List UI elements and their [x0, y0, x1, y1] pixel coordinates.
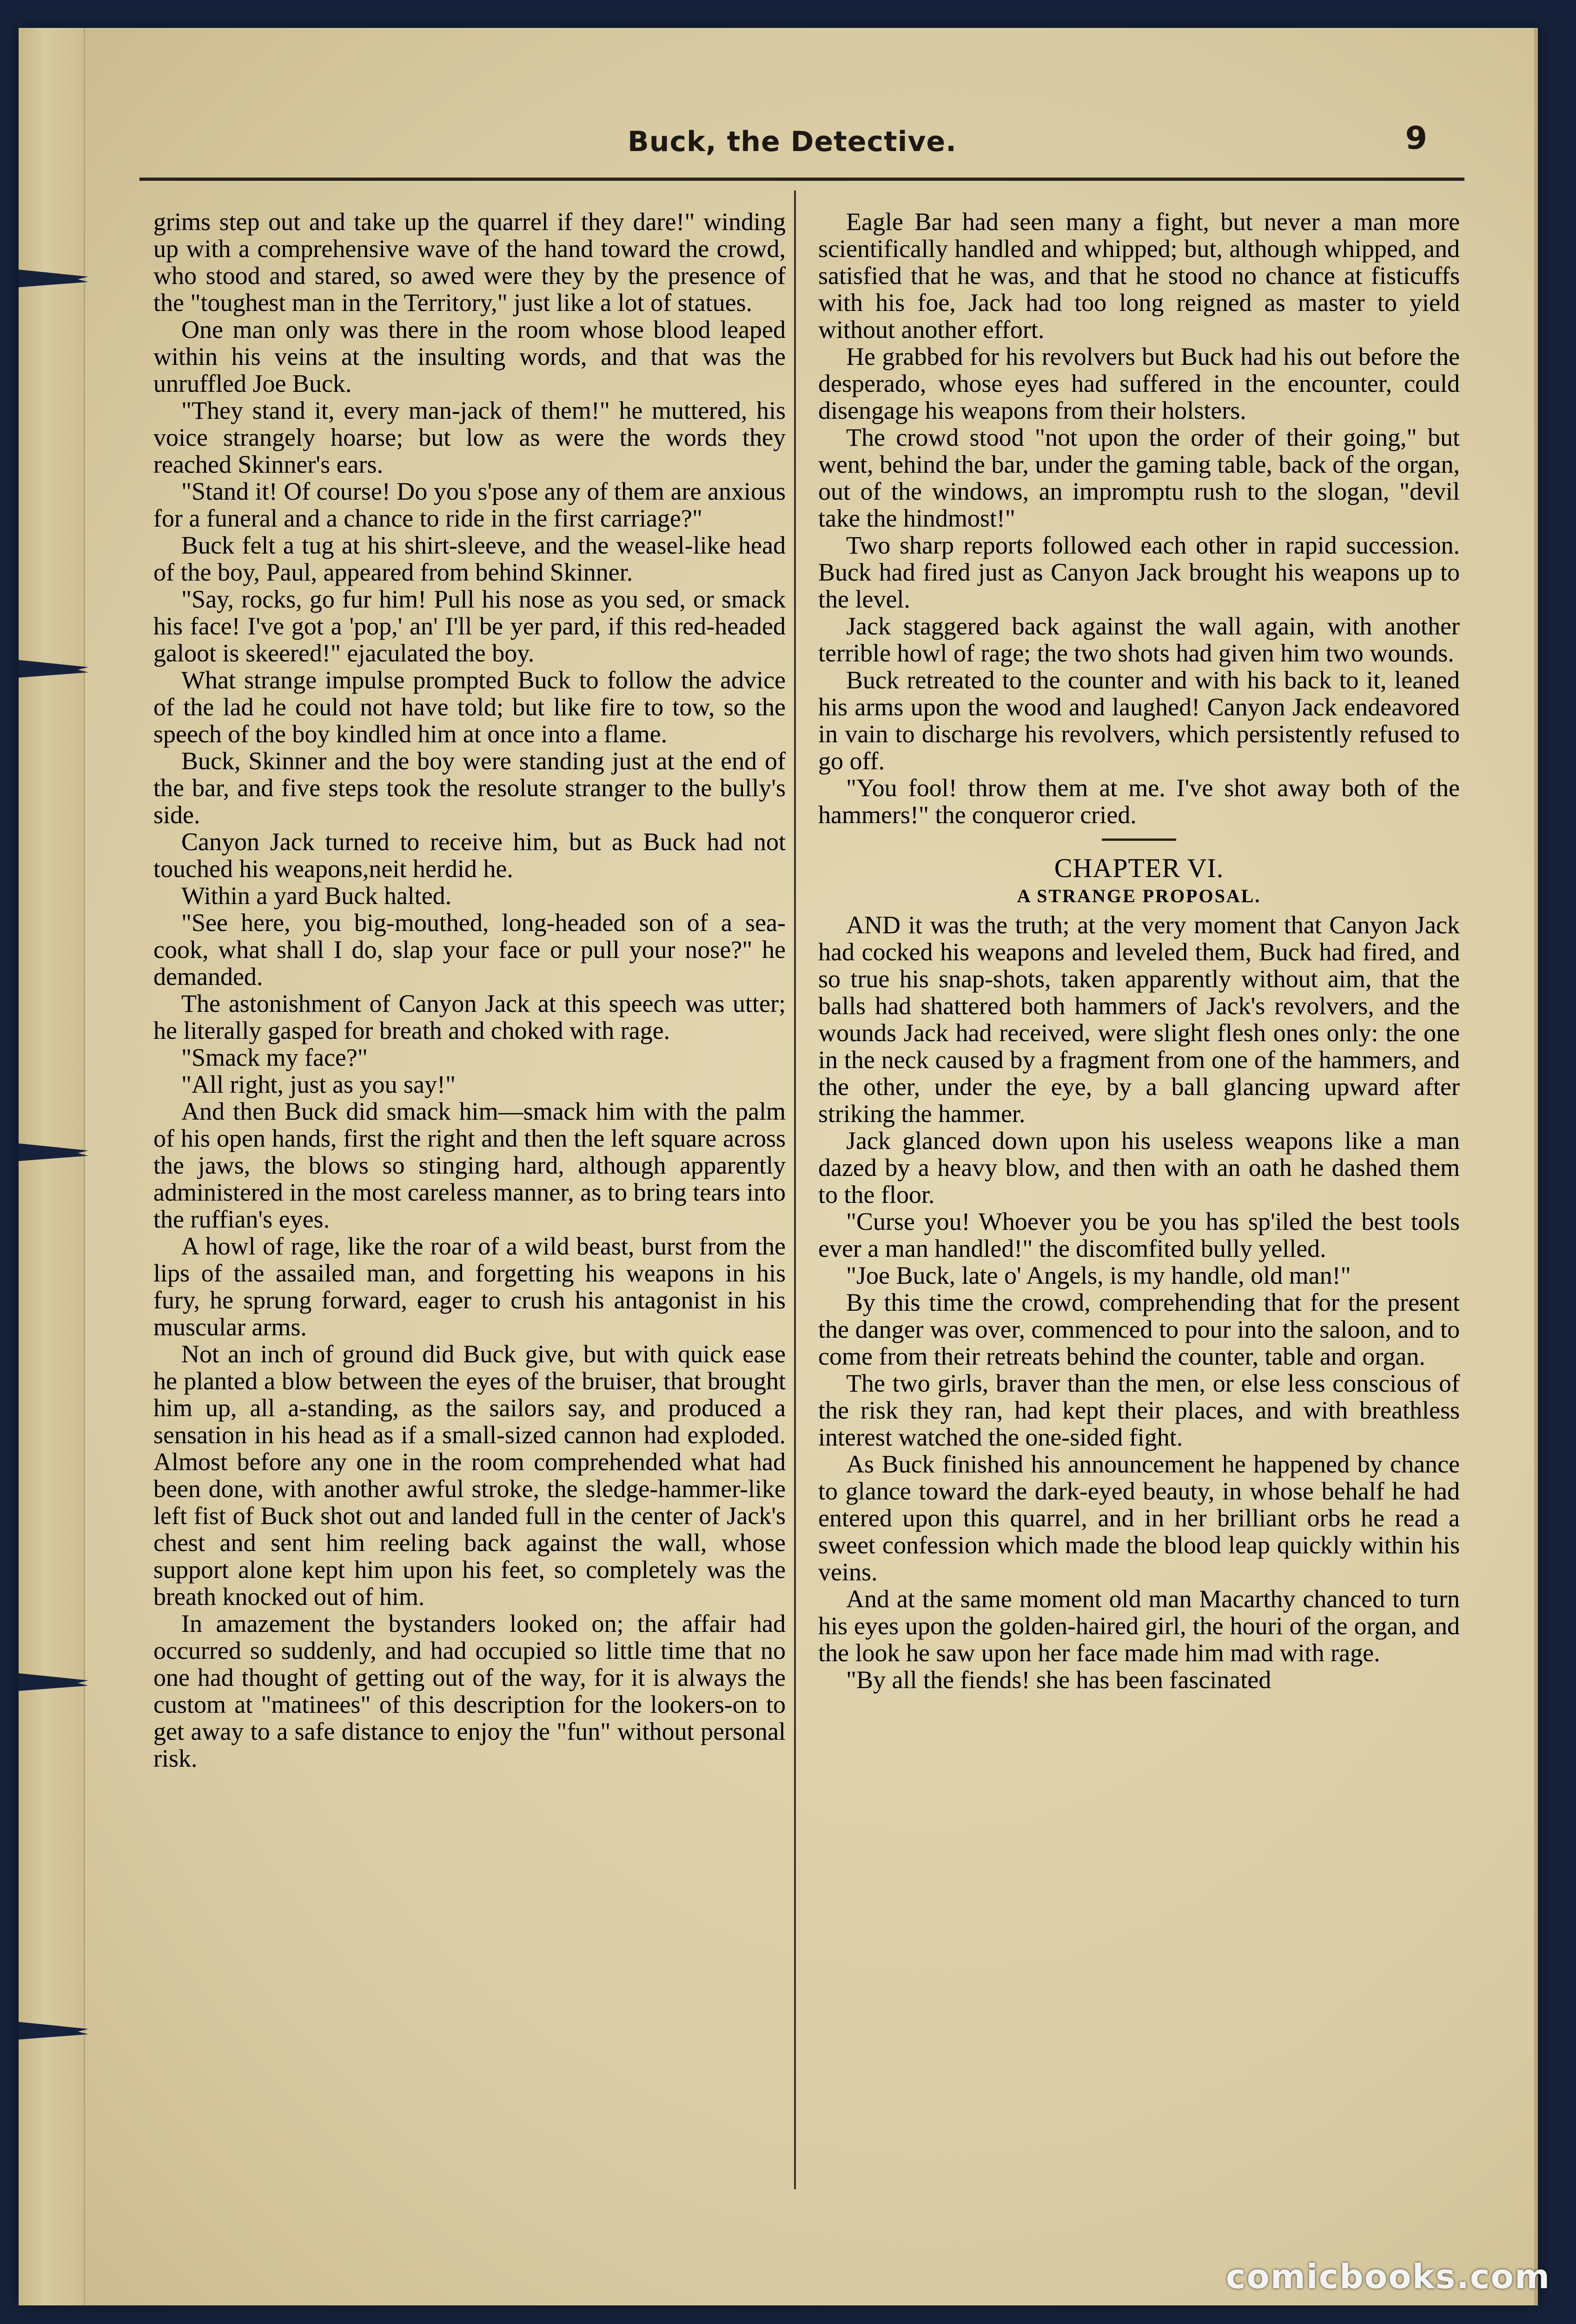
- paragraph: "They stand it, every man-jack of them!" he muttered, his voice strangely hoarse; but low as were the words they reached Skinner's ears.: [153, 396, 786, 478]
- paragraph: "Curse you! Whoever you be you has sp'iled the best tools ever a man handled!" the discomfited bully yelled.: [818, 1208, 1460, 1262]
- paragraph: One man only was there in the room whose blood leaped within his veins at the insulting words, and that was the unruffled Joe Buck.: [153, 316, 786, 397]
- paragraph: Eagle Bar had seen many a fight, but never a man more scientifically handled and whipped; but, although whipped, and satisfied that he was, and that he stood no chance at fisticuffs with his foe, Jack had too long reigned as master to yield without another effort.: [818, 208, 1460, 343]
- chapter-title: CHAPTER VI.: [1054, 853, 1224, 883]
- paragraph: In amazement the bystanders looked on; the affair had occurred so suddenly, and had occupied so little time that no one had thought of getting out of the way, for it is always the custom at "matinees" of this description for the lookers-on to get away to a safe distance to enjoy the "fun" without personal risk.: [153, 1610, 786, 1772]
- paragraph: By this time the crowd, comprehending that for the present the danger was over, commenced to pour into the saloon, and to come from their retreats behind the counter, table and organ.: [818, 1288, 1460, 1370]
- paragraph: A howl of rage, like the roar of a wild beast, burst from the lips of the assailed man, and forgetting his weapons in his fury, he sprung forward, eager to crush his antagonist in his muscular arms.: [153, 1232, 786, 1341]
- binding-tear: [19, 1673, 88, 1691]
- paragraph: "Say, rocks, go fur him! Pull his nose as you sed, or smack his face! I've got a 'pop,' an' I'll be yer pard, if this red-headed galoot is skeered!" ejaculated the boy.: [153, 585, 786, 667]
- binding-tear: [19, 1143, 88, 1161]
- paragraph: Within a yard Buck halted.: [181, 882, 452, 910]
- paragraph: "Joe Buck, late o' Angels, is my handle, old man!": [846, 1261, 1351, 1289]
- paragraph: And at the same moment old man Macarthy chanced to turn his eyes upon the golden-haired girl, the houri of the organ, and the look he saw upon her face made him mad with rage.: [818, 1585, 1460, 1667]
- page-binding-edge: [19, 28, 85, 2305]
- paragraph: And then Buck did smack him—smack him with the palm of his open hands, first the right and then the left square across the jaws, the blows so stinging hard, although apparently administered in the most careless manner, as to bring tears into the ruffian's eyes.: [153, 1097, 786, 1233]
- paragraph: Buck retreated to the counter and with his back to it, leaned his arms upon the wood and laughed! Canyon Jack endeavored in vain to discharge his revolvers, which persistently refused to go off.: [818, 666, 1460, 775]
- chapter-subtitle: A STRANGE PROPOSAL.: [1017, 885, 1261, 906]
- paragraph: "See here, you big-mouthed, long-headed son of a sea-cook, what shall I do, slap your face or pull your nose?" he demanded.: [153, 909, 786, 990]
- paragraph: The two girls, braver than the men, or else less conscious of the risk they ran, had kept their places, and with breathless interest watched the one-sided fight.: [818, 1369, 1460, 1451]
- section-rule: [1102, 838, 1176, 841]
- column-divider: [794, 191, 796, 2189]
- binding-tear: [19, 2022, 88, 2040]
- binding-tear: [19, 660, 88, 678]
- binding-tear: [19, 270, 88, 287]
- left-column: [153, 208, 786, 1772]
- paragraph: AND it was the truth; at the very moment that Canyon Jack had cocked his weapons and leveled them, Buck had fired, and so true his snap-shots, taken apparently without aim, that the balls had shattered both hammers of Jack's revolvers, and the wounds Jack had received, were slight flesh ones only: the one in the neck caused by a fragment from one of the hammers, and the other, under the eye, by a ball glancing upward after striking the hammer.: [818, 911, 1460, 1128]
- paragraph: "You fool! throw them at me. I've shot away both of the hammers!" the conqueror cried.: [818, 774, 1460, 829]
- page-header: [139, 107, 1474, 163]
- paragraph: grims step out and take up the quarrel if they dare!" winding up with a comprehensive wave of the hand toward the crowd, who stood and stared, so awed were they by the presence of the "toughest man in the Territory," just like a lot of statues.: [153, 208, 786, 317]
- paragraph: "All right, just as you say!": [181, 1070, 456, 1098]
- paragraph: "Smack my face?": [181, 1043, 368, 1071]
- running-title: Buck, the Detective.: [628, 125, 957, 158]
- paragraph: Buck felt a tug at his shirt-sleeve, and the weasel-like head of the boy, Paul, appeared from behind Skinner.: [153, 531, 786, 586]
- paragraph: What strange impulse prompted Buck to follow the advice of the lad he could not have told; but like fire to tow, so the speech of the boy kindled him at once into a flame.: [153, 666, 786, 748]
- paragraph: Jack glanced down upon his useless weapons like a man dazed by a heavy blow, and then with an oath he dashed them to the floor.: [818, 1127, 1460, 1208]
- site-watermark: comicbooks.com: [1225, 2257, 1550, 2296]
- paragraph: "By all the fiends! she has been fascinated: [846, 1666, 1271, 1694]
- header-rule: [139, 178, 1464, 181]
- paragraph: Canyon Jack turned to receive him, but as Buck had not touched his weapons,neit herdid he.: [153, 828, 786, 883]
- paragraph: Two sharp reports followed each other in rapid succession. Buck had fired just as Canyon Jack brought his weapons up to the level.: [818, 531, 1460, 613]
- paragraph: Buck, Skinner and the boy were standing just at the end of the bar, and five steps took the resolute stranger to the bully's side.: [153, 747, 786, 829]
- paragraph: The astonishment of Canyon Jack at this speech was utter; he literally gasped for breath and choked with rage.: [153, 990, 786, 1044]
- page-number: 9: [1405, 120, 1427, 157]
- paragraph: The crowd stood "not upon the order of their going," but went, behind the bar, under the gaming table, back of the organ, out of the windows, an impromptu rush to the slogan, "devil take the hindmost!": [818, 423, 1460, 532]
- paragraph: Jack staggered back against the wall again, with another terrible howl of rage; the two shots had given him two wounds.: [818, 612, 1460, 667]
- paragraph: As Buck finished his announcement he happened by chance to glance toward the dark-eyed beauty, in whose behalf he had entered upon this quarrel, and in her brilliant orbs he read a sweet confession which made the blood leap quickly within his veins.: [818, 1450, 1460, 1586]
- paragraph: He grabbed for his revolvers but Buck had his out before the desperado, whose eyes had suffered in the encounter, could disengage his weapons from their holsters.: [818, 343, 1460, 424]
- right-column: [818, 208, 1460, 1693]
- paragraph: Not an inch of ground did Buck give, but with quick ease he planted a blow between the eyes of the bruiser, that brought him up, all a-standing, as the sailors say, and produced a sensation in his head as if a small-sized cannon had exploded. Almost before any one in the room comprehended what had been done, with another awful stroke, the sledge-hammer-like left fist of Buck shot out and landed full in the center of Jack's chest and sent him reeling back against the wall, whose support alone kept him upon his feet, so completely was the breath knocked out of him.: [153, 1340, 786, 1611]
- paragraph: "Stand it! Of course! Do you s'pose any of them are anxious for a funeral and a chance to ride in the first carriage?": [153, 477, 786, 532]
